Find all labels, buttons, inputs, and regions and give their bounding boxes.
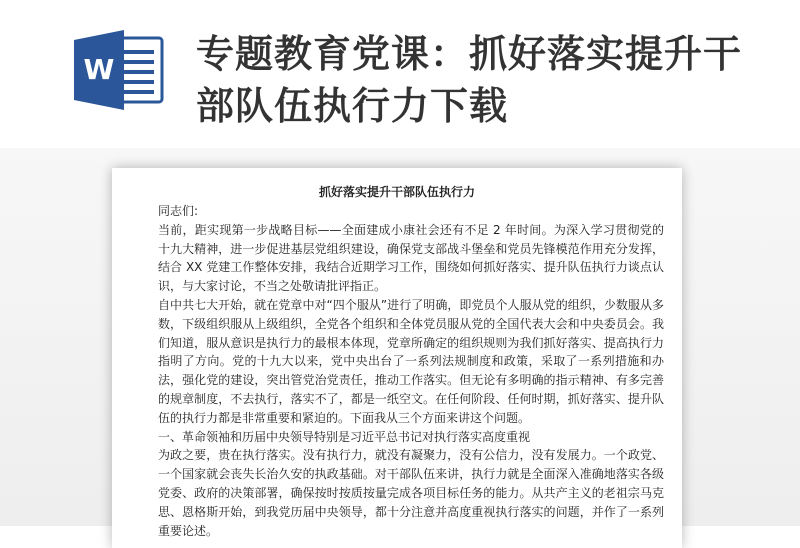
section-heading: 一、革命领袖和历届中央领导特别是习近平总书记对执行落实高度重视 [158, 429, 531, 444]
page-title: 专题教育党课：抓好落实提升干部队伍执行力下载 [196, 32, 743, 128]
word-icon [72, 30, 164, 110]
document-paragraph: 当前，距实现第一步战略目标——全面建成小康社会还有不足 2 年时间。为深入学习贯彻党的十九大精神，进一步促进基层党组织建设，确保党支部战斗堡垒和党员先锋模范作用充分发挥，结合 XX 党建工作整体安排，我结合近期学习工作，围绕如何抓好落实、提升队伍执行力谈点认识，与大家讨论，不当之处敬请批评指正。 [158, 222, 664, 294]
document-paragraph: 为政之要，贵在执行落实。没有执行力，就没有凝聚力，没有公信力，没有发展力。一个政党、一个国家就会丧失长治久安的执政基础。对干部队伍来讲，执行力就是全面深入准确地落实各级党委、政府的决策部署，确保按时按质按量完成各项目标任务的能力。从共产主义的老祖宗马克思、恩格斯开始，到我党历届中央领导，都十分注意并高度重视执行落实的问题，并作了一系列重要论述。 [158, 448, 664, 538]
word-logo-letter: W [83, 53, 115, 86]
document-title: 抓好落实提升干部队伍执行力 [318, 185, 475, 199]
document-body [158, 202, 664, 540]
document-paragraph: 同志们: [158, 204, 199, 218]
document-paragraph: 自中共七大开始，就在党章中对“四个服从”进行了明确，即党员个人服从党的组织，少数服从多数，下级组织服从上级组织，全党各个组织和全体党员服从党的全国代表大会和中央委员会。我们知道，服从意识是执行力的最根本体现，党章所确定的组织规则为我们抓好落实、提高执行力指明了方向。党的十九大以来，党中央出台了一系列法规制度和政策，采取了一系列措施和办法，强化党的建设，突出管党治党责任，推动工作落实。但无论有多明确的指示精神、有多完善的规章制度，不去执行，落实不了，都是一纸空文。在任何阶段、任何时期，抓好落实、提升队伍的执行力都是非常重要和紧迫的。下面我从三个方面来讲这个问题。 [158, 297, 664, 425]
document-page [112, 168, 682, 548]
